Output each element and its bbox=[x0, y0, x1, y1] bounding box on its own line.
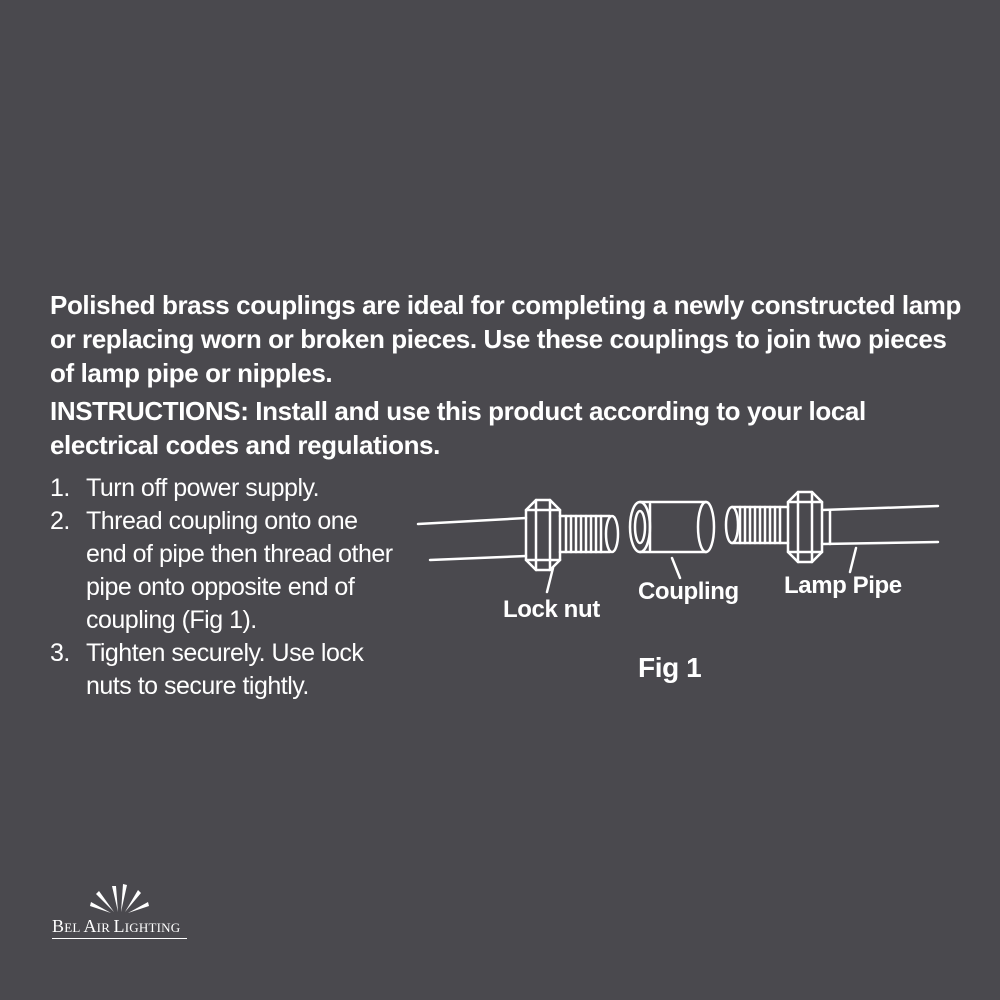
wordmark-smallcaps: IR bbox=[96, 920, 114, 935]
left-threaded-section bbox=[560, 516, 618, 552]
step-item bbox=[50, 637, 395, 703]
brand-logo bbox=[50, 880, 195, 940]
step-number: 3. bbox=[50, 639, 70, 667]
wordmark-letter: A bbox=[83, 916, 97, 936]
right-lamp-pipe bbox=[822, 506, 938, 544]
intro-paragraph: Polished brass couplings are ideal for completing a newly constructed lamp or replacing worn or broken pieces. Use these couplings to join two pieces of lamp pipe or nipples. bbox=[50, 290, 961, 388]
right-threaded-section bbox=[726, 507, 788, 543]
lamp-pipe-label: Lamp Pipe bbox=[784, 572, 902, 599]
wordmark-letter: L bbox=[113, 916, 125, 936]
step-number: 1. bbox=[50, 474, 70, 502]
step-text: Turn off power supply. bbox=[86, 474, 320, 502]
coupling-piece bbox=[630, 502, 714, 552]
step-item bbox=[50, 472, 395, 505]
light-rays-icon bbox=[90, 880, 150, 914]
step-text: Thread coupling onto one end of pipe then thread other pipe onto opposite end of coupling (Fig 1). bbox=[86, 507, 393, 634]
brand-wordmark bbox=[52, 916, 180, 937]
right-lock-nut bbox=[788, 492, 822, 562]
figure-caption: Fig 1 bbox=[638, 652, 702, 683]
wordmark-underline bbox=[52, 938, 187, 939]
step-number: 2. bbox=[50, 507, 70, 535]
steps-list bbox=[50, 472, 395, 703]
coupling-diagram bbox=[410, 480, 950, 700]
lock-nut-label: Lock nut bbox=[503, 596, 600, 623]
step-item bbox=[50, 505, 395, 637]
wordmark-smallcaps: IGHTING bbox=[124, 920, 181, 935]
step-text: Tighten securely. Use lock nuts to secure tightly. bbox=[86, 639, 364, 700]
wordmark-letter: B bbox=[52, 916, 65, 936]
wordmark-smallcaps: EL bbox=[64, 920, 84, 935]
instructions-paragraph: INSTRUCTIONS: Install and use this product according to your local electrical codes and regulations. bbox=[50, 396, 866, 460]
left-lamp-pipe bbox=[418, 518, 526, 560]
left-lock-nut bbox=[526, 500, 560, 570]
coupling-label: Coupling bbox=[638, 578, 739, 605]
